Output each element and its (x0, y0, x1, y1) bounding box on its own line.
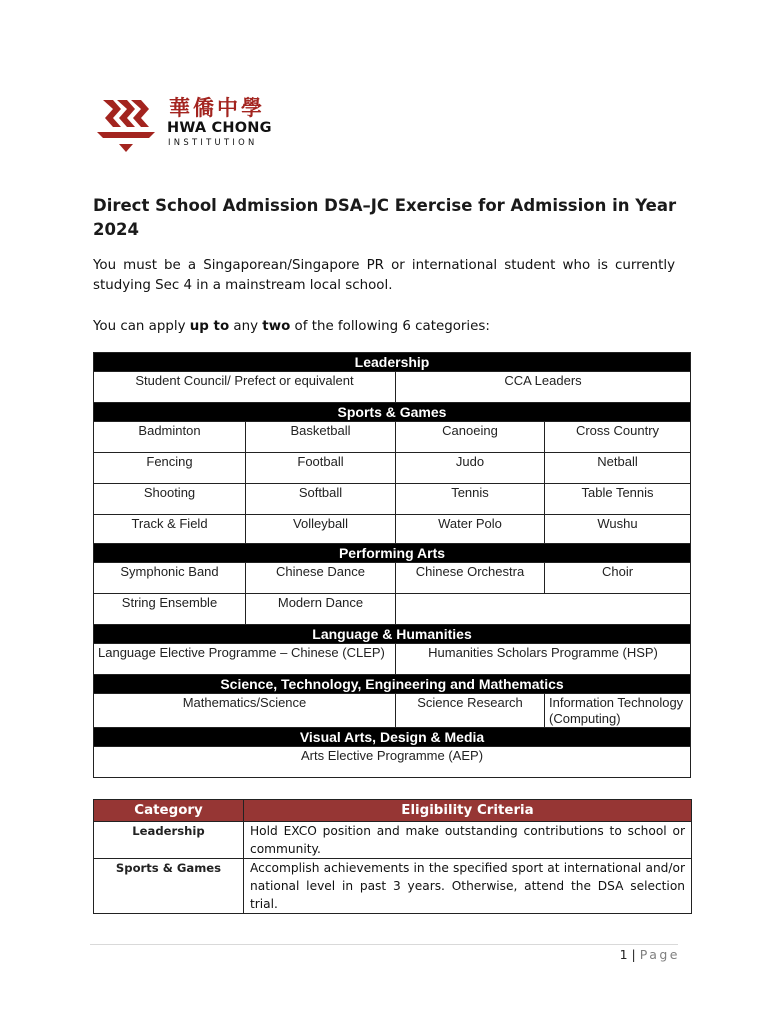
category-item: Shooting (94, 484, 246, 515)
hwa-chong-emblem-icon (95, 96, 157, 154)
category-item: Table Tennis (545, 484, 691, 515)
apply-note-text-1: You can apply (93, 319, 190, 334)
category-item: Humanities Scholars Programme (HSP) (396, 644, 691, 675)
category-header-row (94, 403, 691, 422)
empty-cell (396, 594, 691, 625)
table-row (94, 747, 691, 778)
category-item: Arts Elective Programme (AEP) (94, 747, 691, 778)
table-row (94, 515, 691, 544)
category-header-sports: Sports & Games (94, 403, 691, 422)
logo-name-line1: HWA CHONG (167, 120, 272, 136)
table-row (94, 644, 691, 675)
table-row (94, 563, 691, 594)
apply-note-bold-1: up to (189, 319, 230, 334)
table-row (94, 372, 691, 403)
column-header-criteria: Eligibility Criteria (244, 800, 692, 822)
category-header-stem: Science, Technology, Engineering and Mathematics (94, 675, 691, 694)
school-logo (95, 96, 285, 154)
table-row (94, 422, 691, 453)
eligibility-category: Leadership (94, 822, 244, 859)
category-header-row (94, 544, 691, 563)
category-header-row (94, 728, 691, 747)
category-item: Chinese Dance (246, 563, 396, 594)
apply-note-bold-2: two (262, 319, 291, 334)
eligibility-category: Sports & Games (94, 859, 244, 914)
category-header-leadership: Leadership (94, 353, 691, 372)
category-item: Softball (246, 484, 396, 515)
table-row (94, 822, 692, 859)
category-item: Canoeing (396, 422, 545, 453)
category-item: Netball (545, 453, 691, 484)
category-item: Track & Field (94, 515, 246, 544)
category-item: Cross Country (545, 422, 691, 453)
page-separator: | (631, 947, 636, 962)
categories-table (93, 352, 691, 778)
category-header-language: Language & Humanities (94, 625, 691, 644)
table-row (94, 484, 691, 515)
eligibility-criteria: Hold EXCO position and make outstanding contributions to school or community. (244, 822, 692, 859)
category-item: String Ensemble (94, 594, 246, 625)
document-title: Direct School Admission DSA–JC Exercise for Admission in Year 2024 (93, 196, 677, 239)
category-item: Mathematics/Science (94, 694, 396, 728)
category-header-performing-arts: Performing Arts (94, 544, 691, 563)
category-item: Information Technology (Computing) (545, 694, 691, 728)
apply-note-text-2: any (229, 319, 263, 334)
category-header-row (94, 675, 691, 694)
category-item: Symphonic Band (94, 563, 246, 594)
column-header-category: Category (94, 800, 244, 822)
eligibility-criteria: Accomplish achievements in the specified sport at international and/or national level in past 3 years. Otherwise, attend the DSA selection trial. (244, 859, 692, 914)
category-item: Choir (545, 563, 691, 594)
logo-chinese-name: 華僑中學 (169, 95, 265, 120)
footer-divider (90, 944, 678, 945)
category-item: Language Elective Programme – Chinese (CLEP) (94, 644, 396, 675)
eligibility-intro: You must be a Singaporean/Singapore PR or international student who is currently studying Sec 4 in a mainstream local school. (93, 258, 675, 293)
category-item: Water Polo (396, 515, 545, 544)
table-row (94, 859, 692, 914)
category-item: Science Research (396, 694, 545, 728)
eligibility-table (93, 799, 692, 914)
category-item: Badminton (94, 422, 246, 453)
eligibility-header-row (94, 800, 692, 822)
category-item: Tennis (396, 484, 545, 515)
category-item: Judo (396, 453, 545, 484)
page-footer (560, 947, 680, 962)
category-item: Chinese Orchestra (396, 563, 545, 594)
category-item: CCA Leaders (396, 372, 691, 403)
table-row (94, 694, 691, 728)
table-row (94, 594, 691, 625)
category-header-row (94, 625, 691, 644)
page-word: Page (639, 947, 680, 962)
category-item: Basketball (246, 422, 396, 453)
apply-note (93, 317, 675, 337)
category-item: Volleyball (246, 515, 396, 544)
category-item: Fencing (94, 453, 246, 484)
table-row (94, 453, 691, 484)
logo-name-line2: INSTITUTION (168, 137, 258, 147)
category-item: Wushu (545, 515, 691, 544)
page-number: 1 (619, 947, 628, 962)
category-item: Football (246, 453, 396, 484)
category-item: Student Council/ Prefect or equivalent (94, 372, 396, 403)
category-header-row (94, 353, 691, 372)
category-item: Modern Dance (246, 594, 396, 625)
apply-note-text-3: of the following 6 categories: (290, 319, 490, 334)
category-header-visual-arts: Visual Arts, Design & Media (94, 728, 691, 747)
